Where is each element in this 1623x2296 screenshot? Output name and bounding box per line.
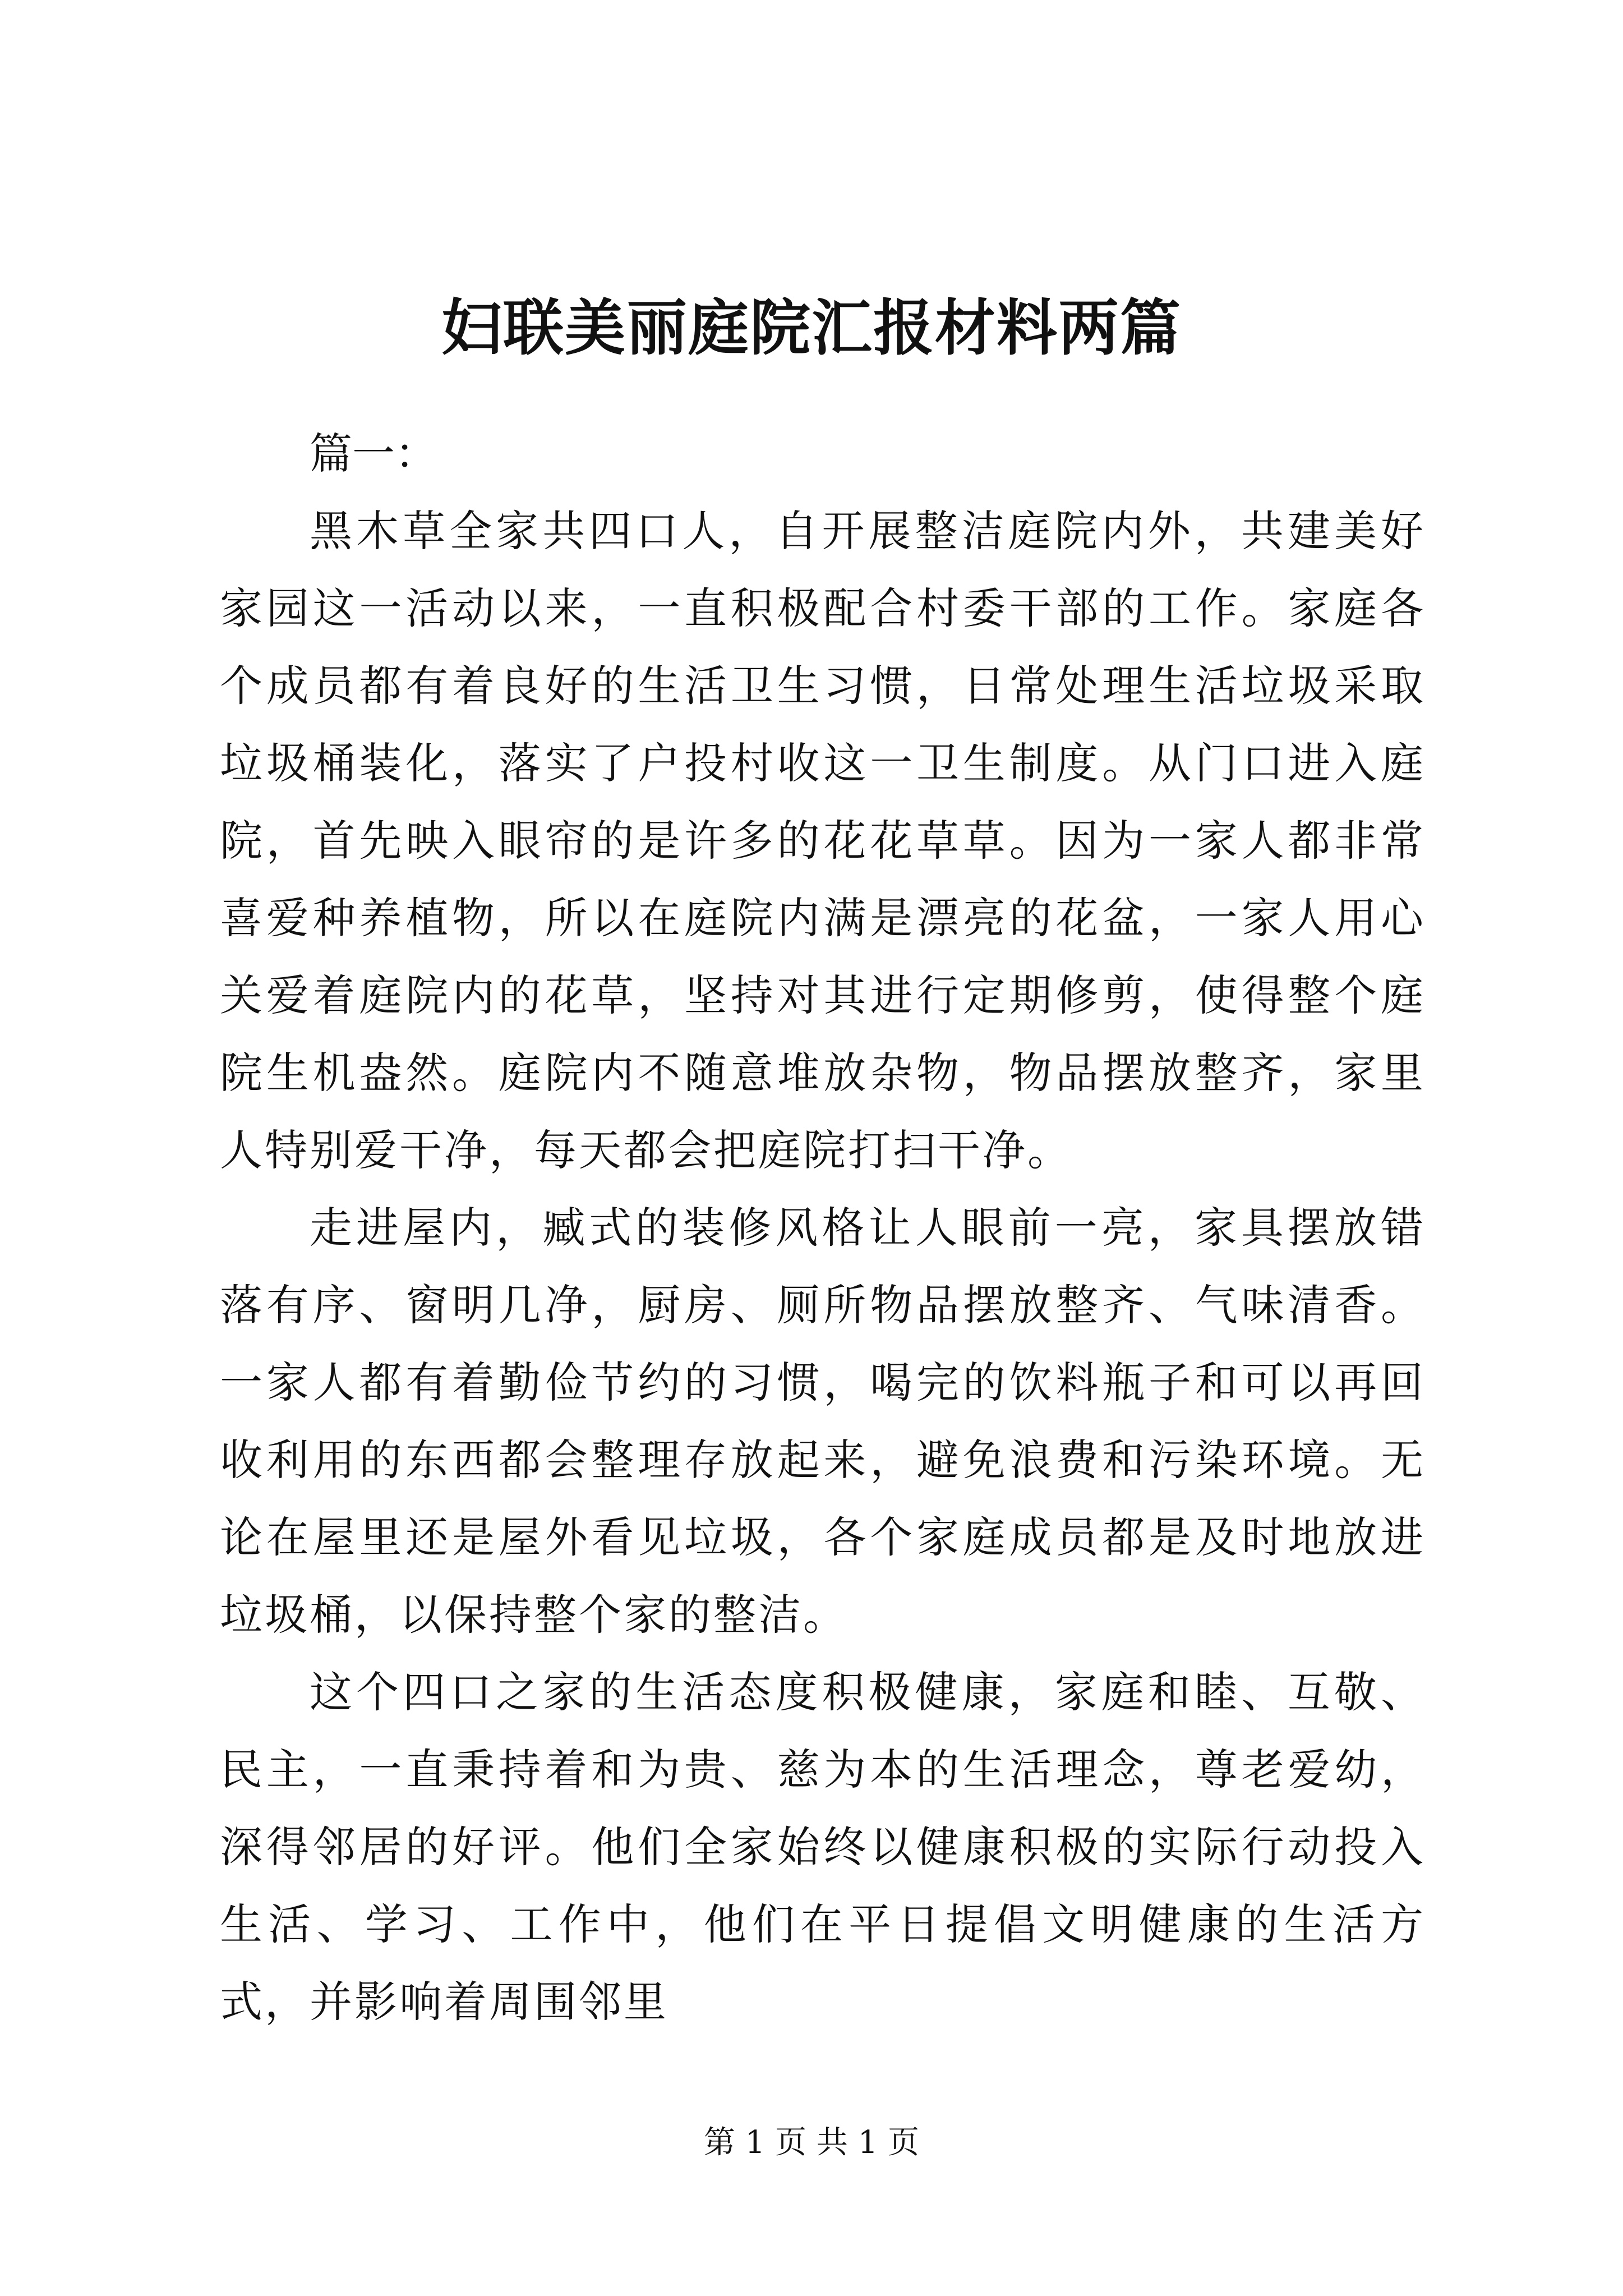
paragraph-3: 这个四口之家的生活态度积极健康，家庭和睦、互敬、民主，一直秉持着和为贵、慈为本的生活理念，尊老爱幼，深得邻居的好评。他们全家始终以健康积极的实际行动投入生活、学习、工作中，他们在平日提倡文明健康的生活方式，并影响着周围邻里 [220,1667,1426,2027]
document-title: 妇联美丽庭院汇报材料两篇 [441,293,1182,364]
section-label: 篇一： [310,429,437,478]
paragraph-1: 黑木草全家共四口人，自开展整洁庭院内外，共建美好家园这一活动以来，一直积极配合村委干部的工作。家庭各个成员都有着良好的生活卫生习惯，日常处理生活垃圾采取垃圾桶装化，落实了户投村收这一卫生制度。从门口进入庭院，首先映入眼帘的是许多的花花草草。因为一家人都非常喜爱种养植物，所以在庭院内满是漂亮的花盆，一家人用心关爱着庭院内的花草，坚持对其进行定期修剪，使得整个庭院生机盎然。庭院内不随意堆放杂物，物品摆放整齐，家里人特别爱干净，每天都会把庭院打扫干净。 [220,506,1426,1175]
paragraph-2: 走进屋内，臧式的装修风格让人眼前一亮，家具摆放错落有序、窗明几净，厨房、厕所物品摆放整齐、气味清香。一家人都有着勤俭节约的习惯，喝完的饮料瓶子和可以再回收利用的东西都会整理存放起来，避免浪费和污染环境。无论在屋里还是屋外看见垃圾，各个家庭成员都是及时地放进垃圾桶，以保持整个家的整洁。 [220,1203,1426,1640]
document-body [220,415,1426,2041]
page-footer: 第 1 页 共 1 页 [703,2124,920,2161]
